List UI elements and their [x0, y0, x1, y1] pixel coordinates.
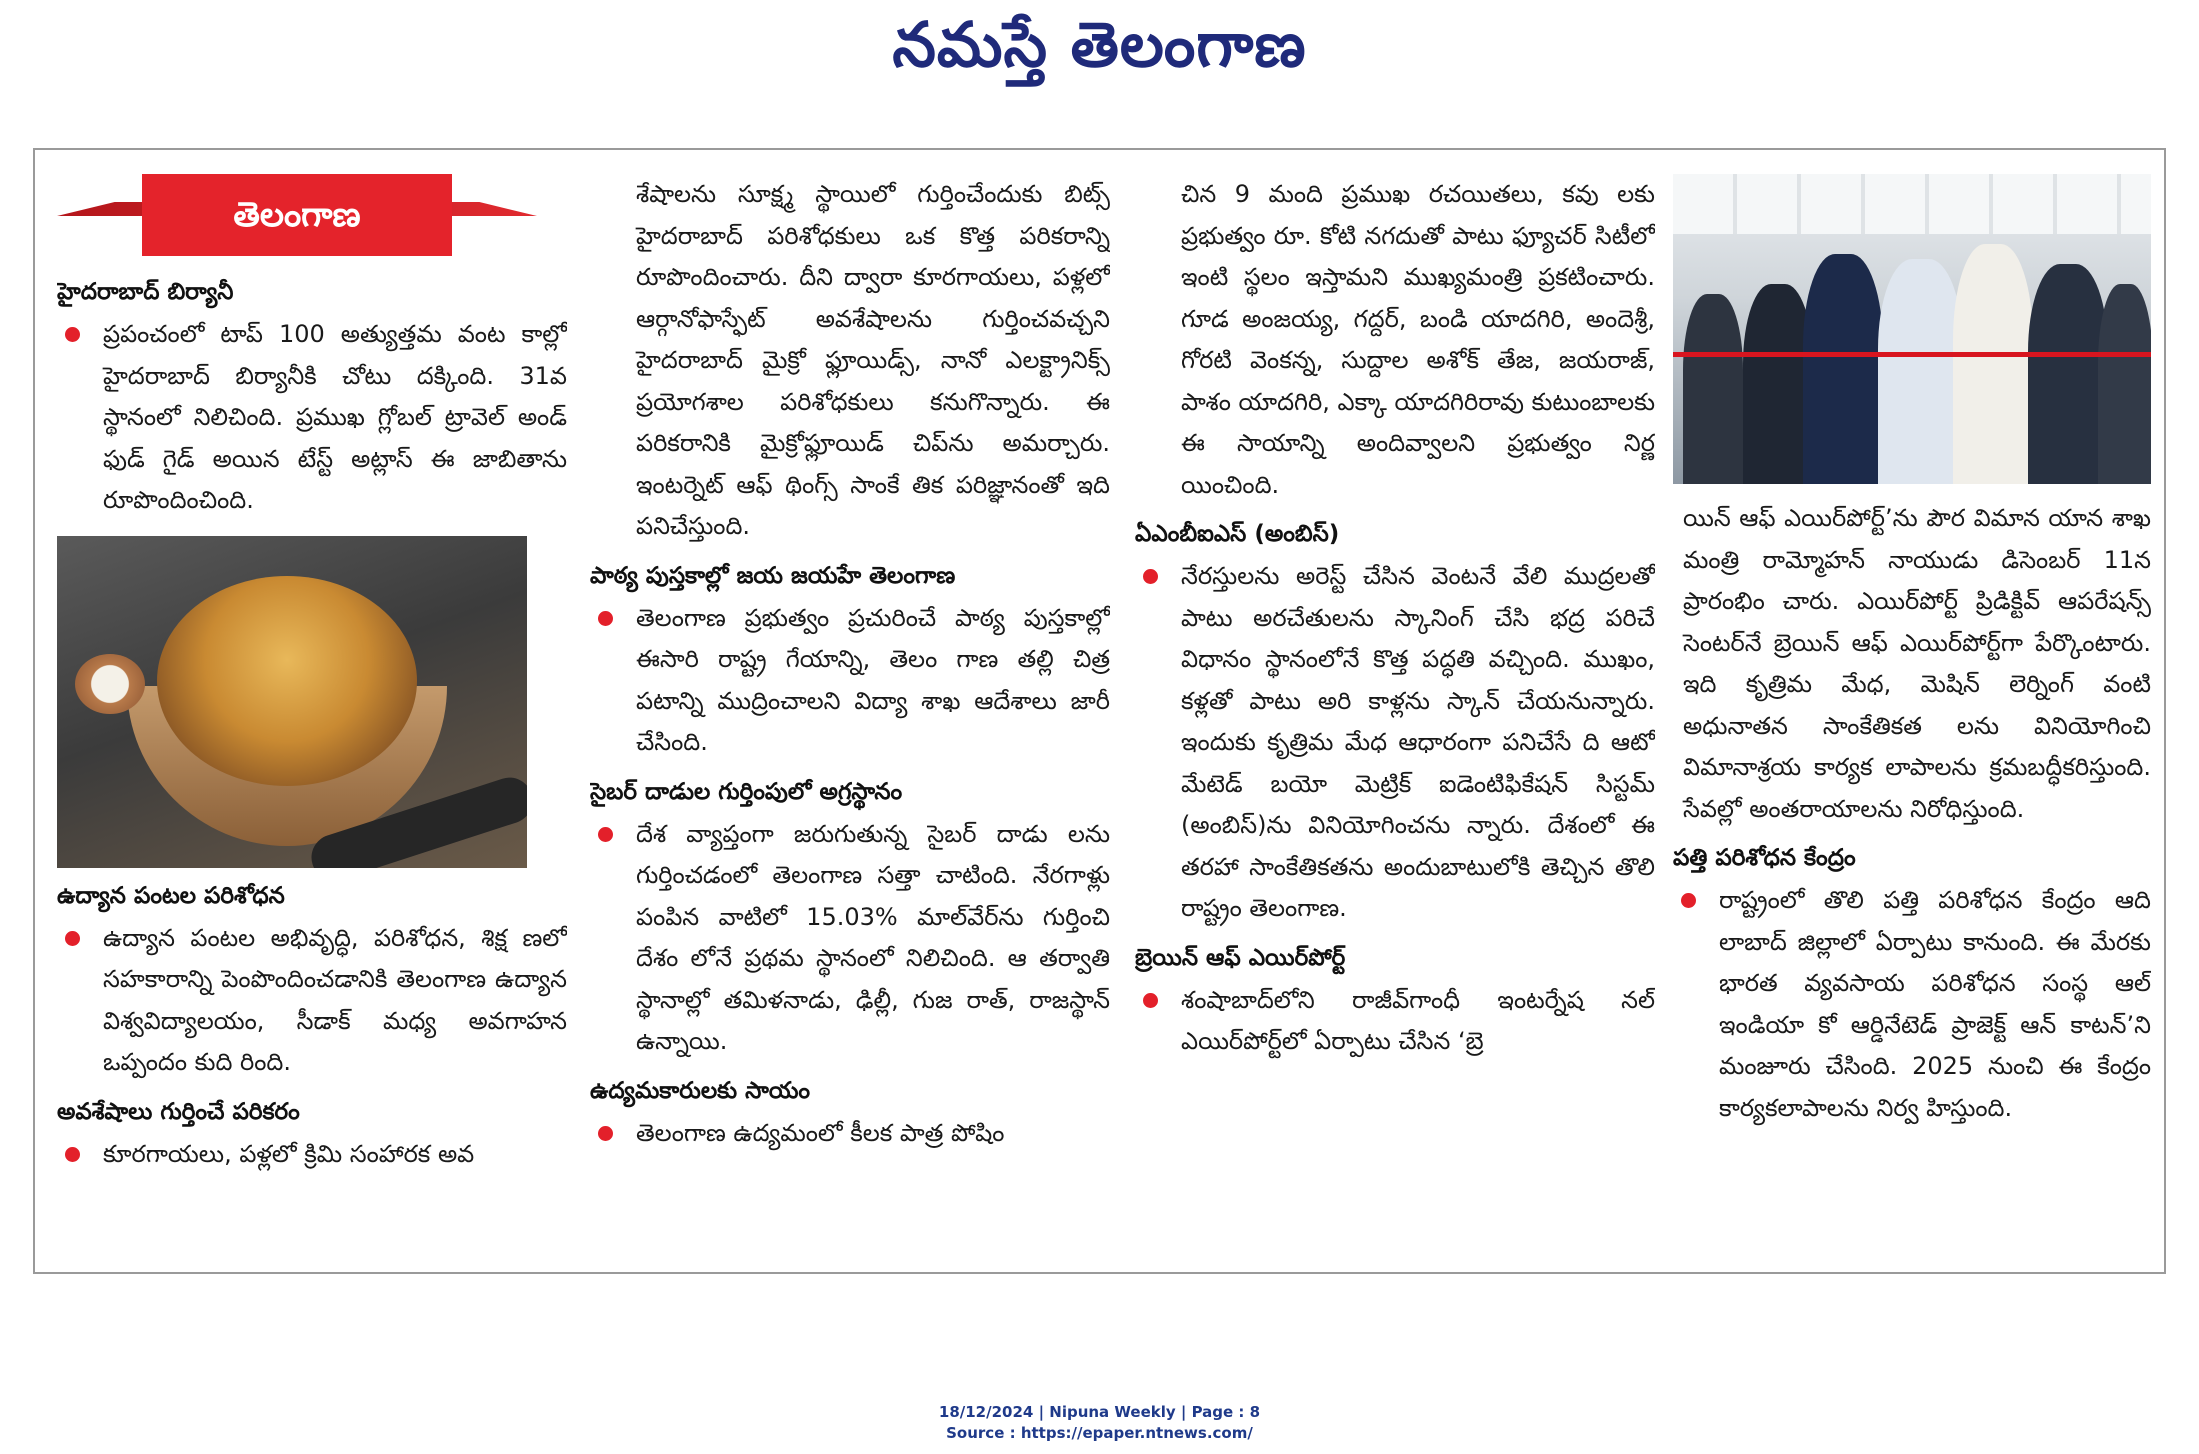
article-frame	[33, 148, 2166, 1274]
column-3	[1135, 174, 1655, 1258]
paragraph-text: కూరగాయలు, పళ్లలో క్రిమి సంహారక అవ	[103, 1139, 475, 1168]
bullet-icon	[65, 1147, 80, 1162]
paragraph-text: ప్రపంచంలో టాప్ 100 అత్యుత్తమ వంట కాల్లో హైదరాబాద్ బిర్యానీకి చోటు దక్కింది. 31వ స్థానంలో నిలిచింది. ప్రముఖ గ్లోబల్ ట్రావెల్ అండ్ ఫుడ్ గైడ్ అయిన టేస్ట్ అట్లాస్ ఈ జాబితాను రూపొందించింది.	[103, 320, 567, 514]
paragraph-ambis	[1135, 556, 1655, 930]
bullet-icon	[598, 827, 613, 842]
paragraph-text: నేరస్తులను అరెస్ట్ చేసిన వెంటనే వేలి ముద్రలతో పాటు అరచేతులను స్కానింగ్ చేసి భద్ర పరిచే విధానం స్థానంలోనే కొత్త పద్ధతి వచ్చింది. ముఖం, కళ్లతో పాటు అరి కాళ్లను స్కాన్ చేయనున్నారు. ఇందుకు కృత్రిమ మేధ ఆధారంగా పనిచేసే ది ఆటో మేటెడ్ బయో మెట్రిక్ ఐడెంటిఫికేషన్ సిస్టమ్ (అంబిస్)ను వినియోగించను న్నారు. దేశంలో ఈ తరహా సాంకేతికతను అందుబాటులోకి తెచ్చిన తొలి రాష్ట్రం తెలంగాణ.	[1181, 562, 1655, 922]
bullet-icon	[1681, 893, 1696, 908]
bullet-icon	[598, 1126, 613, 1141]
column-1	[57, 174, 567, 1258]
ceiling-lights	[1673, 174, 2151, 234]
heading-cotton-research: పత్తి పరిశోధన కేంద్రం	[1673, 845, 1856, 871]
paragraph-residue-device	[57, 1134, 567, 1176]
paragraph-text: తెలంగాణ ప్రభుత్వం ప్రచురించే పాఠ్య పుస్తకాల్లో ఈసారి రాష్ట్ర గేయాన్ని, తెలం గాణ తల్లి చిత్ర పటాన్ని ముద్రించాలని విద్యా శాఖ ఆదేశాలు జారీ చేసింది.	[636, 603, 1110, 756]
bullet-icon	[1143, 569, 1158, 584]
heading-cyber-attacks: సైబర్ దాడుల గుర్తింపులో అగ్రస్థానం	[590, 778, 903, 805]
bullet-icon	[65, 327, 80, 342]
masthead-logo: నమస్తే తెలంగాణ	[892, 8, 1307, 81]
section-banner	[57, 174, 567, 264]
paragraph-biryani	[57, 314, 567, 522]
person-figure	[1683, 294, 1743, 484]
bullet-icon	[1143, 993, 1158, 1008]
paragraph-horticulture	[57, 918, 567, 1084]
biryani-bowl	[157, 576, 417, 786]
bullet-icon	[65, 931, 80, 946]
person-figure	[2098, 284, 2151, 484]
paragraph-brain-of-airport	[1135, 980, 1655, 1063]
red-ribbon	[1673, 352, 2151, 357]
person-figure	[1803, 254, 1883, 484]
paragraph-residue-continued: శేషాలను సూక్ష్మ స్థాయిలో గుర్తించేందుకు బిట్స్ హైదరాబాద్ పరిశోధకులు ఒక కొత్త పరికరాన్ని రూపొందించారు. దీని ద్వారా కూరగాయలు, పళ్లలో ఆర్గానోఫాస్ఫేట్ అవశేషాలను గుర్తించవచ్చని హైదరాబాద్ మైక్రో ఫ్లూయిడ్స్, నానో ఎలక్ట్రానిక్స్ ప్రయోగశాల పరిశోధకులు కనుగొన్నారు. ఈ పరికరానికి మైక్రోఫ్లూయిడ్ చిప్‌ను అమర్చారు. ఇంటర్నెట్ ఆఫ్ థింగ్స్ సాంకే తిక పరిజ్ఞానంతో ఇది పనిచేస్తుంది.	[636, 180, 1110, 540]
paragraph-activist-continued: చిన 9 మంది ప్రముఖ రచయితలు, కవు లకు ప్రభుత్వం రూ. కోటి నగదుతో పాటు ఫ్యూచర్ సిటీలో ఇంటి స్థలం ఇస్తామని ముఖ్యమంత్రి ప్రకటించారు. గూడ అంజయ్య, గద్దర్, బండి యాదగిరి, అందెశ్రీ, గోరటి వెంకన్న, సుద్దాల అశోక్ తేజ, జయరాజ్, పాశం యాదగిరి, ఎక్కా యాదగిరిరావు కుటుంబాలకు ఈ సాయాన్ని అందివ్వాలని ప్రభుత్వం నిర్ణ యించింది.	[1181, 180, 1655, 499]
paragraph-text: దేశ వ్యాప్తంగా జరుగుతున్న సైబర్ దాడు లను గుర్తించడంలో తెలంగాణ సత్తా చాటింది. నేరగాళ్లు పంపిన వాటిలో 15.03% మాల్‌వేర్‌ను గుర్తించి దేశం లోనే ప్రథమ స్థానంలో నిలిచింది. ఆ తర్వాతి స్థానాల్లో తమిళనాడు, ఢిల్లీ, గుజ రాత్, రాజస్థాన్ ఉన్నాయి.	[636, 819, 1110, 1055]
paragraph-textbook-anthem	[590, 598, 1110, 764]
footer-source-line: Source : https://epaper.ntnews.com/	[946, 1424, 1253, 1442]
inauguration-photo	[1673, 174, 2151, 484]
biryani-photo	[57, 536, 527, 868]
heading-residue-device: అవశేషాలు గుర్తించే పరికరం	[57, 1098, 300, 1125]
paragraph-text: ఉద్యాన పంటల అభివృద్ధి, పరిశోధన, శిక్ష ణలో సహకారాన్ని పెంపొందించడానికి తెలంగాణ ఉద్యాన విశ్వవిద్యాలయం, సీడాక్ మధ్య అవగాహన ఒప్పందం కుది రింది.	[103, 923, 567, 1076]
section-banner-label: తెలంగాణ	[142, 174, 452, 256]
paragraph-cyber-attacks	[590, 814, 1110, 1063]
person-figure	[1878, 259, 1963, 484]
paragraph-text: తెలంగాణ ఉద్యమంలో కీలక పాత్ర పోషిం	[636, 1118, 1005, 1147]
raita-cup	[75, 654, 145, 714]
person-figure	[1953, 244, 2033, 484]
heading-activist-support: ఉద్యమకారులకు సాయం	[590, 1077, 811, 1104]
paragraph-text: శంషాబాద్‌లోని రాజీవ్‌గాంధీ ఇంటర్నేష నల్ ఎయిర్‌పోర్ట్‌లో ఏర్పాటు చేసిన ‘బ్రె	[1181, 985, 1655, 1055]
paragraph-airport-continued: యిన్ ఆఫ్ ఎయిర్‌పోర్ట్’ను పౌర విమాన యాన శాఖ మంత్రి రామ్మోహన్ నాయుడు డిసెంబర్ 11న ప్రారంభిం చారు. ఎయిర్‌పోర్ట్ ప్రిడిక్టివ్ ఆపరేషన్స్ సెంటర్‌నే బ్రెయిన్ ఆఫ్ ఎయిర్‌పోర్ట్‌గా పేర్కొంటారు. ఇది కృత్రిమ మేధ, మెషిన్ లెర్నింగ్ వంటి అధునాతన సాంకేతికత లను వినియోగించి విమానాశ్రయ కార్యక లాపాలను క్రమబద్ధీకరిస్తుంది. సేవల్లో అంతరాయాలను నిరోధిస్తుంది.	[1683, 504, 2151, 823]
paragraph-activist-support	[590, 1113, 1110, 1155]
heading-hyderabad-biryani: హైదరాబాద్ బిర్యానీ	[57, 279, 234, 305]
column-4	[1673, 174, 2151, 1258]
person-figure	[2028, 264, 2108, 484]
bullet-icon	[598, 611, 613, 626]
footer-date-line: 18/12/2024 | Nipuna Weekly | Page : 8	[938, 1403, 1261, 1421]
heading-brain-of-airport: బ్రెయిన్ ఆఫ్ ఎయిర్‌పోర్ట్	[1135, 944, 1346, 971]
heading-horticulture-research: ఉద్యాన పంటల పరిశోధన	[57, 882, 285, 909]
heading-textbook-anthem: పాఠ్య పుస్తకాల్లో జయ జయహే తెలంగాణ	[590, 562, 956, 589]
paragraph-cotton-research	[1673, 880, 2151, 1129]
paragraph-text: రాష్ట్రంలో తొలి పత్తి పరిశోధన కేంద్రం ఆది లాబాద్ జిల్లాలో ఏర్పాటు కానుంది. ఈ మేరకు భారత వ్యవసాయ పరిశోధన సంస్థ ఆల్ ఇండియా కో ఆర్డినేటెడ్ ప్రాజెక్ట్ ఆన్ కాటన్’ని మంజూరు చేసింది. 2025 నుంచి ఈ కేంద్రం కార్యకలాపాలను నిర్వ హిస్తుంది.	[1719, 886, 2151, 1122]
heading-ambis: ఏఎంబీఐఎస్ (అంబిస్)	[1135, 521, 1340, 547]
column-2	[590, 174, 1110, 1258]
